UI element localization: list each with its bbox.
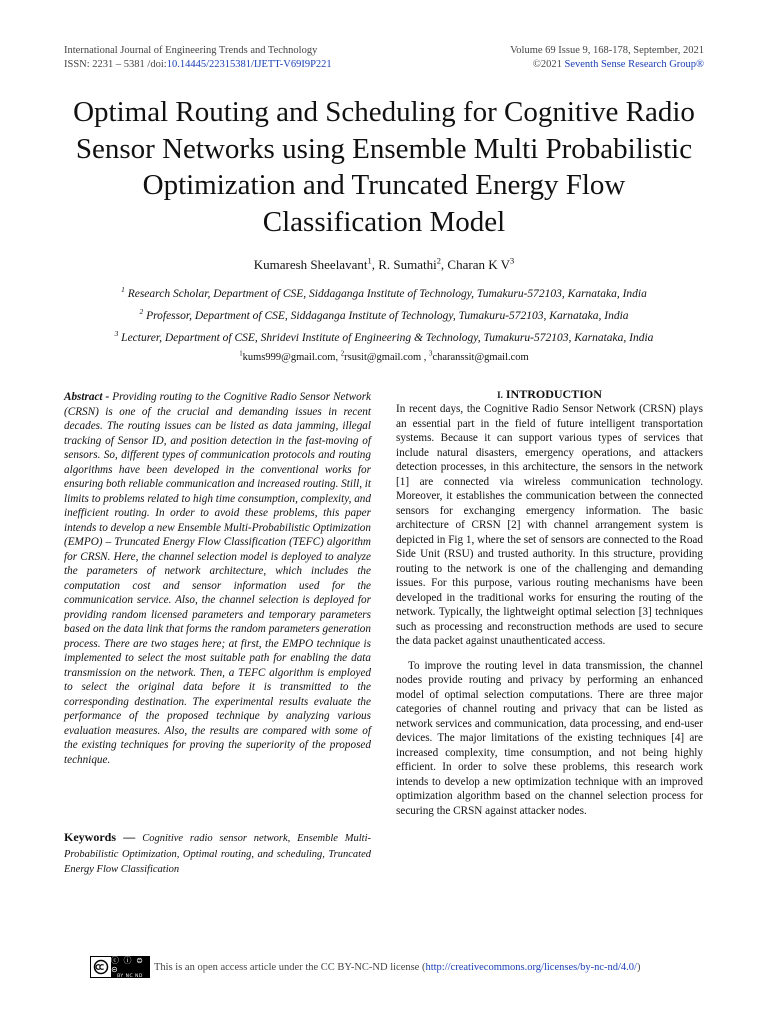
email-address[interactable]: kums999@gmail.com [242, 352, 336, 363]
intro-paragraph-1: In recent days, the Cognitive Radio Sensor Network (CRSN) plays an essential part in the field of future intelligent transportation systems. Because it can support various types of services that include natural disasters, emergency operations, and attackers detection processes, in this architecture, the sensors in the network [1] are connected via wireless communication technology. Moreover, it establishes the communication between the connected sensors for exchanging emergency information. The basic architecture of CRSN [2] with channel arrangement system is depicted in Fig 1, where the set of sensors are connected to the Road Side Unit (RSU) and trusted authority. In this structure, providing routing to the network is one of the challenging and demanding issues. For this purpose, various routing mechanisms have been developed in the traditional works for ensuring the routing of the network. Typically, the lightweight optimal selection [3] techniques such as processing and reconstruction methods are used to secure the data packet against unauthenticated access. [396, 403, 703, 647]
paper-title: Optimal Routing and Scheduling for Cognitive Radio Sensor Networks using Ensemble Multi Probabilistic Optimization and Truncated Energy Flow Classification Model [73, 96, 695, 238]
section-title: INTRODUCTION [505, 387, 602, 401]
author-affil-mark: 3 [510, 255, 515, 266]
copyright-year: ©2021 [532, 59, 562, 70]
license-text: This is an open access article under the CC BY-NC-ND license ( [154, 961, 426, 973]
affiliation-1 [64, 287, 704, 301]
keywords-block [64, 830, 371, 878]
affiliation-text: Research Scholar, Department of CSE, Siddaganga Institute of Technology, Tumakuru-572103, Karnataka, India [124, 288, 647, 300]
affiliation-2 [64, 309, 704, 323]
section-numeral: I. [497, 390, 503, 400]
keywords-text: Cognitive radio sensor network, Ensemble Multi-Probabilistic Optimization, Optimal routing, and scheduling, Truncated Energy Flow Classification [64, 833, 371, 875]
cc-circle-icon [93, 959, 109, 975]
introduction-heading [396, 387, 703, 402]
author-affil-mark: 1 [367, 255, 372, 266]
author-affil-mark: 2 [436, 255, 441, 266]
author-name: Charan K V [447, 257, 511, 272]
publisher-link[interactable]: Seventh Sense Research Group® [564, 59, 704, 70]
email-separator: , [421, 352, 430, 363]
keywords-label: Keywords — [64, 830, 136, 844]
email-mark: 1 [239, 350, 243, 358]
affiliation-mark: 3 [114, 329, 119, 339]
copyright-line [510, 58, 704, 72]
issn-doi-line [64, 58, 332, 72]
email-address[interactable]: rsusit@gmail.com [344, 352, 422, 363]
author-name: Kumaresh Sheelavant [253, 257, 368, 272]
issn-text: ISSN: 2231 – 5381 /doi: [64, 59, 167, 70]
affiliation-3 [64, 331, 704, 345]
affiliation-text: Lecturer, Department of CSE, Shridevi Institute of Engineering & Technology, Tumakuru-572103, Karnataka, India [118, 332, 654, 344]
affiliation-mark: 1 [121, 285, 125, 295]
email-list [64, 351, 704, 364]
journal-header [64, 44, 332, 72]
author-separator: , [440, 257, 448, 272]
journal-name: International Journal of Engineering Trends and Technology [64, 45, 318, 56]
email-mark: 3 [429, 350, 433, 358]
license-link[interactable]: http://creativecommons.org/licenses/by-nc-nd/4.0/ [425, 961, 637, 973]
introduction-body [396, 402, 703, 818]
license-close: ) [636, 961, 641, 973]
abstract-text: Providing routing to the Cognitive Radio Sensor Network (CRSN) is one of the crucial and demanding issues in recent decades. The routing issues can be listed as data jamming, illegal tracking of Sensor ID, and position detection in the fast-moving of sensors. So, different types of communication protocols and routing algorithms have been developed in the conventional works for ensuring both reliable communication and increased routing. Still, it limits to problems related to high time consumption, complexity, and inefficient routing. In order to avoid these problems, this paper intends to develop a new Ensemble Multi-Probabilistic Optimization (EMPO) – Truncated Energy Flow Classification (TEFC) algorithm for CRSN. Here, the channel selection model is deployed to analyze the parameters of network architecture, which includes the computation cost and sensor information used for the communication service. Also, the channel selection is deployed for providing random licensed parameters and temporary parameters based on the data link that forms the random parameters generation process. There are two stages here; at first, the EMPO technique is implemented to select the most suitable path for enabling the data transmission on the network. Then, a TEFC algorithm is employed to select the original data before it is transmitted to the corresponding destination. The experimental results evaluate the performance of the proposed technique by analyzing various evaluation measures. Also, the results are compared with some of the existing techniques for proving the superiority of the proposed technique. [64, 391, 372, 766]
affiliation-mark: 2 [139, 307, 144, 317]
author-list [64, 257, 704, 273]
abstract-block [64, 390, 371, 767]
volume-info: Volume 69 Issue 9, 168-178, September, 2021 [510, 45, 704, 56]
cc-license-badge[interactable] [90, 956, 150, 978]
abstract-label: Abstract - [64, 391, 110, 403]
email-mark: 2 [340, 350, 345, 358]
cc-terms-strip [111, 957, 149, 977]
author-separator: , [371, 257, 379, 272]
cc-logo-icon [91, 957, 111, 977]
email-address[interactable]: charanssit@gmail.com [432, 352, 529, 363]
author-name: R. Sumathi [378, 257, 437, 272]
volume-header [510, 44, 704, 72]
affiliation-text: Professor, Department of CSE, Siddaganga Institute of Technology, Tumakuru-572103, Karnataka, India [143, 310, 629, 322]
license-footer [90, 956, 640, 978]
intro-paragraph-2: To improve the routing level in data transmission, the channel nodes provide routing and privacy by performing an enhanced model of optimal selection computations. There are three major categories of channel routing and privacy that can be listed as network services and communication, data processing, and end-user devices. The major limitations of the existing techniques [4] are increased complexity, time consumption, and not being highly efficient. In order to solve these problems, this research work intends to develop a new optimization technique with an improved optimization algorithm based on the channel selection process for securing the CRSN against attacker nodes. [396, 659, 703, 817]
doi-link[interactable]: 10.14445/22315381/IJETT-V69I9P221 [166, 59, 332, 70]
cc-terms-icons: ⓒ ⓘ ⊜ ⊝ [111, 955, 144, 974]
email-separator: , [335, 352, 341, 363]
cc-terms-label: BY NC ND [117, 973, 143, 979]
